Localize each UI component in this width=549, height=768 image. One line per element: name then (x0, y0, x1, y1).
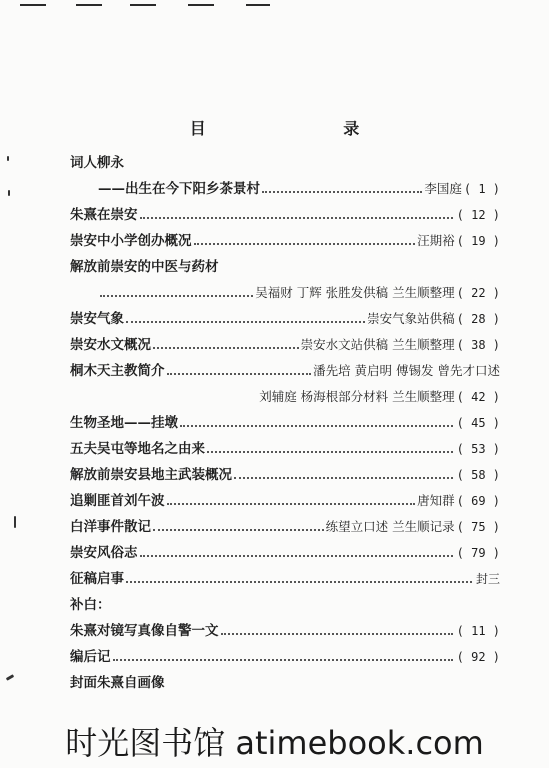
toc-entry-title: 补白： (70, 597, 111, 613)
top-edge-marks (20, 0, 280, 8)
watermark-text: 时光图书馆 atimebook.com (65, 724, 484, 762)
toc-entry (70, 306, 500, 332)
dot-leader (126, 320, 365, 323)
toc-entry-title: 解放前崇安的中医与药材 (70, 259, 219, 275)
toc-entry-author: 刘辅庭 杨海根部分材料 兰生顺整理 (259, 389, 455, 404)
toc-entry-page: ( 53 ) (456, 442, 500, 456)
toc-entry-author: 汪期裕 (417, 233, 455, 248)
edge-mark (20, 4, 46, 6)
toc-entry-author: 李国庭 (424, 181, 462, 196)
toc-entry-page: ( 92 ) (456, 650, 500, 664)
toc-entry-page: ( 19 ) (456, 234, 500, 248)
toc-entry-page: 封三 (475, 572, 500, 586)
toc-entry-author: 练望立口述 兰生顺记录 (325, 519, 455, 534)
dot-leader (126, 580, 472, 583)
toc-entry (70, 670, 500, 696)
toc-entry-title: 崇安气象 (70, 311, 124, 327)
toc-entry-author: 唐知群 (417, 493, 455, 508)
edge-mark (246, 4, 270, 6)
toc-entry (70, 566, 500, 592)
dot-leader (221, 632, 453, 635)
dot-leader (207, 450, 453, 453)
toc-entry (70, 436, 500, 462)
toc-entry (70, 280, 500, 306)
toc-entry-page: ( 69 ) (456, 494, 500, 508)
toc-entry-author: 崇安气象站供稿 (367, 311, 455, 326)
toc-entry-page: ( 42 ) (456, 390, 500, 404)
toc-entry-page: ( 11 ) (456, 624, 500, 638)
toc-entry-title: 生物圣地——挂墩 (70, 415, 178, 431)
dot-leader (194, 242, 416, 245)
toc-entry-author: 崇安水文站供稿 兰生顺整理 (300, 337, 455, 352)
scan-speck (7, 156, 9, 161)
toc-entry-author: 吴福财 丁辉 张胜发供稿 兰生顺整理 (255, 285, 455, 300)
toc-entry-title: 朱熹在崇安 (70, 207, 138, 223)
toc-entry (70, 254, 500, 280)
toc-entry-title: 解放前崇安县地主武装概况 (70, 467, 232, 483)
toc-entry-page: ( 79 ) (456, 546, 500, 560)
toc-entry-title: 追剿匪首刘午波 (70, 493, 165, 509)
toc-entry-title: 朱熹对镜写真像自警一文 (70, 623, 219, 639)
toc-entry (70, 462, 500, 488)
toc-entry-page: ( 75 ) (456, 520, 500, 534)
dot-leader (262, 190, 422, 193)
toc-entry (70, 410, 500, 436)
toc-entry (70, 514, 500, 540)
dot-leader (234, 476, 453, 479)
toc-entry-title: 五夫吴屯等地名之由来 (70, 441, 205, 457)
dot-leader (140, 554, 453, 557)
toc-entry-title: 封面朱熹自画像 (70, 675, 165, 691)
toc-entry-title: 崇安中小学创办概况 (70, 233, 192, 249)
toc-entry-title: ——出生在今下阳乡茶景村 (98, 181, 260, 197)
scan-speck (14, 516, 16, 528)
toc-title: 目 录 (189, 119, 426, 138)
edge-mark (188, 4, 214, 6)
toc-entry-page: ( 38 ) (456, 338, 500, 352)
toc-entry-page: ( 58 ) (456, 468, 500, 482)
toc-entry-title: 崇安风俗志 (70, 545, 138, 561)
toc-entry (70, 540, 500, 566)
toc-entry-page: ( 45 ) (456, 416, 500, 430)
toc-entry-title: 崇安水文概况 (70, 337, 151, 353)
dot-leader (180, 424, 453, 427)
dot-leader (167, 372, 312, 375)
scan-speck (8, 190, 10, 196)
dot-leader (153, 346, 299, 349)
toc-list (70, 150, 500, 696)
toc-entry (70, 644, 500, 670)
edge-mark (130, 4, 156, 6)
edge-mark (76, 4, 102, 6)
toc-entry (70, 150, 500, 176)
toc-entry-page: ( 28 ) (456, 312, 500, 326)
toc-entry-title: 征稿启事 (70, 571, 124, 587)
toc-entry-page: ( 22 ) (456, 286, 500, 300)
scan-speck (6, 674, 14, 681)
toc-entry-title: 编后记 (70, 649, 111, 665)
dot-leader (113, 658, 453, 661)
dot-leader (153, 528, 324, 531)
toc-entry (70, 202, 500, 228)
toc-entry-page: ( 12 ) (456, 208, 500, 222)
toc-entry-title: 词人柳永 (70, 155, 124, 171)
toc-entry (70, 384, 500, 410)
toc-entry (70, 176, 500, 202)
toc-entry (70, 618, 500, 644)
toc-entry (70, 228, 500, 254)
toc-entry (70, 592, 500, 618)
toc-entry-title: 白洋事件散记 (70, 519, 151, 535)
toc-entry (70, 332, 500, 358)
dot-leader (100, 294, 253, 297)
toc-entry (70, 358, 500, 384)
dot-leader (167, 502, 416, 505)
toc-entry-title: 桐木天主教简介 (70, 363, 165, 379)
toc-entry-page: ( 1 ) (463, 182, 500, 196)
dot-leader (140, 216, 453, 219)
toc-entry-author: 潘先培 黄启明 傅锡发 曾先才口述 (313, 363, 500, 378)
toc-entry (70, 488, 500, 514)
